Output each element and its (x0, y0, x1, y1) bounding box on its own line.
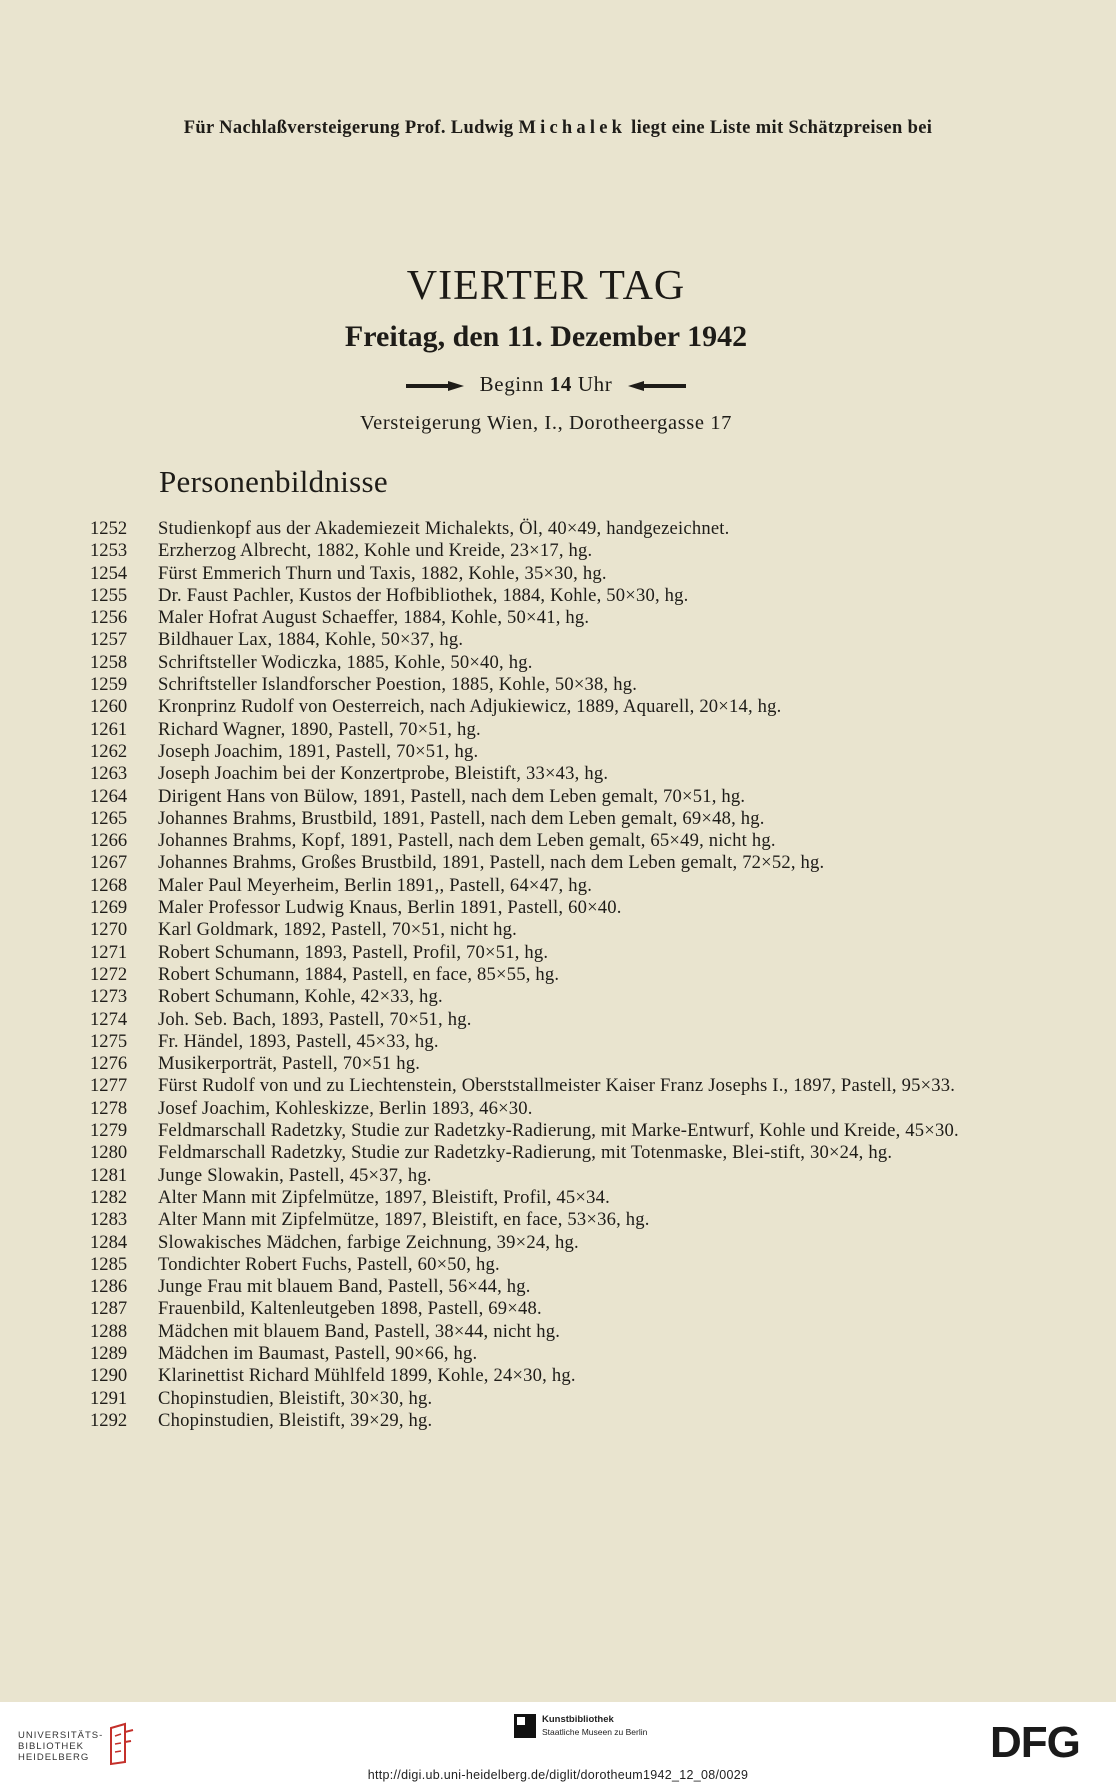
lot-entry (90, 1187, 996, 1209)
lot-description: Chopinstudien, Bleistift, 30×30, hg. (158, 1387, 433, 1409)
lot-number: 1291 (90, 1387, 128, 1409)
lot-number: 1260 (90, 696, 128, 718)
lot-entry (90, 540, 996, 562)
lot-entry (90, 1009, 996, 1031)
lot-description: Slowakisches Mädchen, farbige Zeichnung, 39×24, hg. (158, 1231, 579, 1253)
lot-number: 1269 (90, 897, 128, 919)
lot-entry (90, 964, 996, 986)
lot-number: 1271 (90, 941, 128, 963)
lot-description: Karl Goldmark, 1892, Pastell, 70×51, nicht hg. (158, 919, 517, 941)
lot-description: Alter Mann mit Zipfelmütze, 1897, Bleistift, Profil, 45×34. (158, 1186, 610, 1208)
lot-description: Fr. Händel, 1893, Pastell, 45×33, hg. (158, 1030, 439, 1052)
lot-description: Schriftsteller Wodiczka, 1885, Kohle, 50×40, hg. (158, 651, 533, 673)
start-time-line (0, 372, 1092, 399)
lot-description: Chopinstudien, Bleistift, 39×29, hg. (158, 1409, 433, 1431)
source-url[interactable]: http://digi.ub.uni-heidelberg.de/diglit/dorotheum1942_12_08/0029 (367, 1768, 749, 1782)
lot-description: Junge Slowakin, Pastell, 45×37, hg. (158, 1164, 432, 1186)
lot-description: Robert Schumann, Kohle, 42×33, hg. (158, 986, 443, 1008)
dfg-logo: DFG (990, 1718, 1080, 1767)
lot-description: Musikerporträt, Pastell, 70×51 hg. (158, 1053, 421, 1075)
lot-number: 1277 (90, 1075, 128, 1097)
lot-entry (90, 1343, 996, 1365)
lot-number: 1292 (90, 1409, 128, 1431)
lot-description: Mädchen mit blauem Band, Pastell, 38×44, nicht hg. (158, 1320, 561, 1342)
lot-entry (90, 674, 996, 696)
lot-entry (90, 1053, 996, 1075)
lot-number: 1274 (90, 1008, 128, 1030)
lot-entry (90, 830, 996, 852)
lot-number: 1276 (90, 1053, 128, 1075)
lot-entry (90, 897, 996, 919)
lot-entry (90, 563, 996, 585)
lot-entry (90, 808, 996, 830)
lot-description: Robert Schumann, 1884, Pastell, en face, 85×55, hg. (158, 963, 560, 985)
lot-entry (90, 1254, 996, 1276)
lot-entry (90, 696, 996, 718)
lot-entry (90, 919, 996, 941)
lot-number: 1268 (90, 874, 128, 896)
lot-number: 1282 (90, 1186, 128, 1208)
lot-entry (90, 1165, 996, 1187)
lot-description: Maler Hofrat August Schaeffer, 1884, Kohle, 50×41, hg. (158, 607, 590, 629)
lot-description: Johannes Brahms, Großes Brustbild, 1891, Pastell, nach dem Leben gemalt, 72×52, hg. (158, 852, 825, 874)
lot-description: Fürst Emmerich Thurn und Taxis, 1882, Kohle, 35×30, hg. (158, 562, 607, 584)
library-emblem-icon (107, 1722, 135, 1770)
arrow-left-icon (628, 372, 686, 397)
scan-footer (0, 1702, 1116, 1786)
lot-entry (90, 986, 996, 1008)
lot-entry (90, 763, 996, 785)
lot-number: 1267 (90, 852, 128, 874)
lot-number: 1257 (90, 629, 128, 651)
lot-number: 1254 (90, 562, 128, 584)
heidelberg-library-logo (18, 1722, 135, 1770)
lot-number: 1290 (90, 1365, 128, 1387)
lot-description: Tondichter Robert Fuchs, Pastell, 60×50, hg. (158, 1253, 500, 1275)
ub-logo-text: UNIVERSITÄTS- BIBLIOTHEK HEIDELBERG (18, 1729, 104, 1763)
lot-number: 1286 (90, 1276, 128, 1298)
lot-entry (90, 1410, 996, 1432)
lot-number: 1261 (90, 718, 128, 740)
lot-description: Johannes Brahms, Kopf, 1891, Pastell, nach dem Leben gemalt, 65×49, nicht hg. (158, 830, 776, 852)
lot-description: Joseph Joachim, 1891, Pastell, 70×51, hg. (158, 740, 479, 762)
lot-description: Kronprinz Rudolf von Oesterreich, nach Adjukiewicz, 1889, Aquarell, 20×14, hg. (158, 696, 782, 718)
lot-number: 1259 (90, 674, 128, 696)
lot-number: 1264 (90, 785, 128, 807)
lot-number: 1284 (90, 1231, 128, 1253)
lot-number: 1270 (90, 919, 128, 941)
begin-hour: 14 (549, 372, 572, 396)
lot-description: Frauenbild, Kaltenleutgeben 1898, Pastell, 69×48. (158, 1298, 542, 1320)
estimate-list-notice: Für Nachlaßversteigerung Prof. Ludwig Michalek liegt eine Liste mit Schätzpreisen bei (183, 118, 933, 138)
lot-number: 1279 (90, 1120, 128, 1142)
lot-description: Schriftsteller Islandforscher Poestion, 1885, Kohle, 50×38, hg. (158, 674, 638, 696)
lot-description: Alter Mann mit Zipfelmütze, 1897, Bleistift, en face, 53×36, hg. (158, 1209, 650, 1231)
lot-entry (90, 629, 996, 651)
lot-number: 1288 (90, 1320, 128, 1342)
lot-description: Erzherzog Albrecht, 1882, Kohle und Kreide, 23×17, hg. (158, 540, 593, 562)
lot-description: Fürst Rudolf von und zu Liechtenstein, Oberststallmeister Kaiser Franz Josephs I., 1897, Pastell, 95×33. (158, 1075, 956, 1097)
kunstbibliothek-mark-icon (514, 1714, 536, 1742)
lot-description: Joseph Joachim bei der Konzertprobe, Bleistift, 33×43, hg. (158, 763, 609, 785)
lot-description: Maler Professor Ludwig Knaus, Berlin 1891, Pastell, 60×40. (158, 897, 622, 919)
lot-description: Bildhauer Lax, 1884, Kohle, 50×37, hg. (158, 629, 464, 651)
lot-entry (90, 875, 996, 897)
lot-description: Dr. Faust Pachler, Kustos der Hofbibliothek, 1884, Kohle, 50×30, hg. (158, 584, 689, 606)
lot-number: 1262 (90, 740, 128, 762)
lot-entry (90, 607, 996, 629)
lot-list (90, 518, 996, 1432)
lot-description: Studienkopf aus der Akademiezeit Michalekts, Öl, 40×49, handgezeichnet. (158, 518, 730, 539)
lot-number: 1252 (90, 518, 128, 539)
section-heading: Personenbildnisse (159, 464, 388, 499)
lot-description: Josef Joachim, Kohleskizze, Berlin 1893, 46×30. (158, 1097, 533, 1119)
lot-number: 1278 (90, 1097, 128, 1119)
lot-description: Robert Schumann, 1893, Pastell, Profil, 70×51, hg. (158, 941, 549, 963)
lot-entry (90, 852, 996, 874)
lot-entry (90, 1388, 996, 1410)
lot-entry (90, 1031, 996, 1053)
lot-entry (90, 741, 996, 763)
kunstbibliothek-subtitle: Staatliche Museen zu Berlin (542, 1727, 648, 1737)
lot-entry (90, 1209, 996, 1231)
lot-description: Richard Wagner, 1890, Pastell, 70×51, hg. (158, 718, 481, 740)
arrow-right-icon (406, 372, 464, 397)
lot-number: 1289 (90, 1342, 128, 1364)
lot-description: Dirigent Hans von Bülow, 1891, Pastell, nach dem Leben gemalt, 70×51, hg. (158, 785, 746, 807)
lot-entry (90, 1232, 996, 1254)
lot-number: 1283 (90, 1209, 128, 1231)
lot-number: 1281 (90, 1164, 128, 1186)
lot-number: 1253 (90, 540, 128, 562)
lot-entry (90, 1298, 996, 1320)
lot-entry (90, 1120, 996, 1142)
lot-entry (90, 1276, 996, 1298)
lot-description: Johannes Brahms, Brustbild, 1891, Pastell, nach dem Leben gemalt, 69×48, hg. (158, 807, 765, 829)
lot-number: 1285 (90, 1253, 128, 1275)
lot-number: 1287 (90, 1298, 128, 1320)
lot-entry (90, 518, 996, 540)
lot-number: 1273 (90, 986, 128, 1008)
lot-entry (90, 786, 996, 808)
begin-unit: Uhr (577, 372, 613, 396)
lot-number: 1280 (90, 1142, 128, 1164)
kunstbibliothek-logo (514, 1714, 647, 1742)
lot-entry (90, 1142, 996, 1164)
lot-entry (90, 942, 996, 964)
lot-number: 1266 (90, 830, 128, 852)
lot-description: Mädchen im Baumast, Pastell, 90×66, hg. (158, 1342, 478, 1364)
lot-number: 1256 (90, 607, 128, 629)
lot-entry (90, 1098, 996, 1120)
lot-description: Feldmarschall Radetzky, Studie zur Radetzky-Radierung, mit Totenmaske, Blei-stift, 30×24, hg. (158, 1142, 893, 1164)
notice-name: Michalek (518, 118, 627, 138)
lot-description: Maler Paul Meyerheim, Berlin 1891,, Pastell, 64×47, hg. (158, 874, 593, 896)
lot-entry (90, 585, 996, 607)
lot-number: 1258 (90, 651, 128, 673)
auction-date: Freitag, den 11. Dezember 1942 (344, 320, 748, 353)
lot-entry (90, 1321, 996, 1343)
begin-word: Beginn (479, 372, 544, 396)
lot-entry (90, 719, 996, 741)
lot-description: Junge Frau mit blauem Band, Pastell, 56×44, hg. (158, 1276, 531, 1298)
lot-description: Klarinettist Richard Mühlfeld 1899, Kohle, 24×30, hg. (158, 1365, 576, 1387)
lot-number: 1265 (90, 807, 128, 829)
lot-description: Joh. Seb. Bach, 1893, Pastell, 70×51, hg. (158, 1008, 472, 1030)
lot-entry (90, 1075, 996, 1097)
auction-venue: Versteigerung Wien, I., Dorotheergasse 17 (360, 412, 732, 434)
kunstbibliothek-title: Kunstbibliothek (542, 1714, 614, 1725)
lot-entry (90, 652, 996, 674)
lot-number: 1272 (90, 963, 128, 985)
day-title: VIERTER TAG (406, 263, 686, 309)
lot-number: 1263 (90, 763, 128, 785)
lot-number: 1255 (90, 584, 128, 606)
lot-entry (90, 1365, 996, 1387)
lot-number: 1275 (90, 1030, 128, 1052)
lot-description: Feldmarschall Radetzky, Studie zur Radetzky-Radierung, mit Marke-Entwurf, Kohle und Kreide, 45×30. (158, 1120, 959, 1142)
